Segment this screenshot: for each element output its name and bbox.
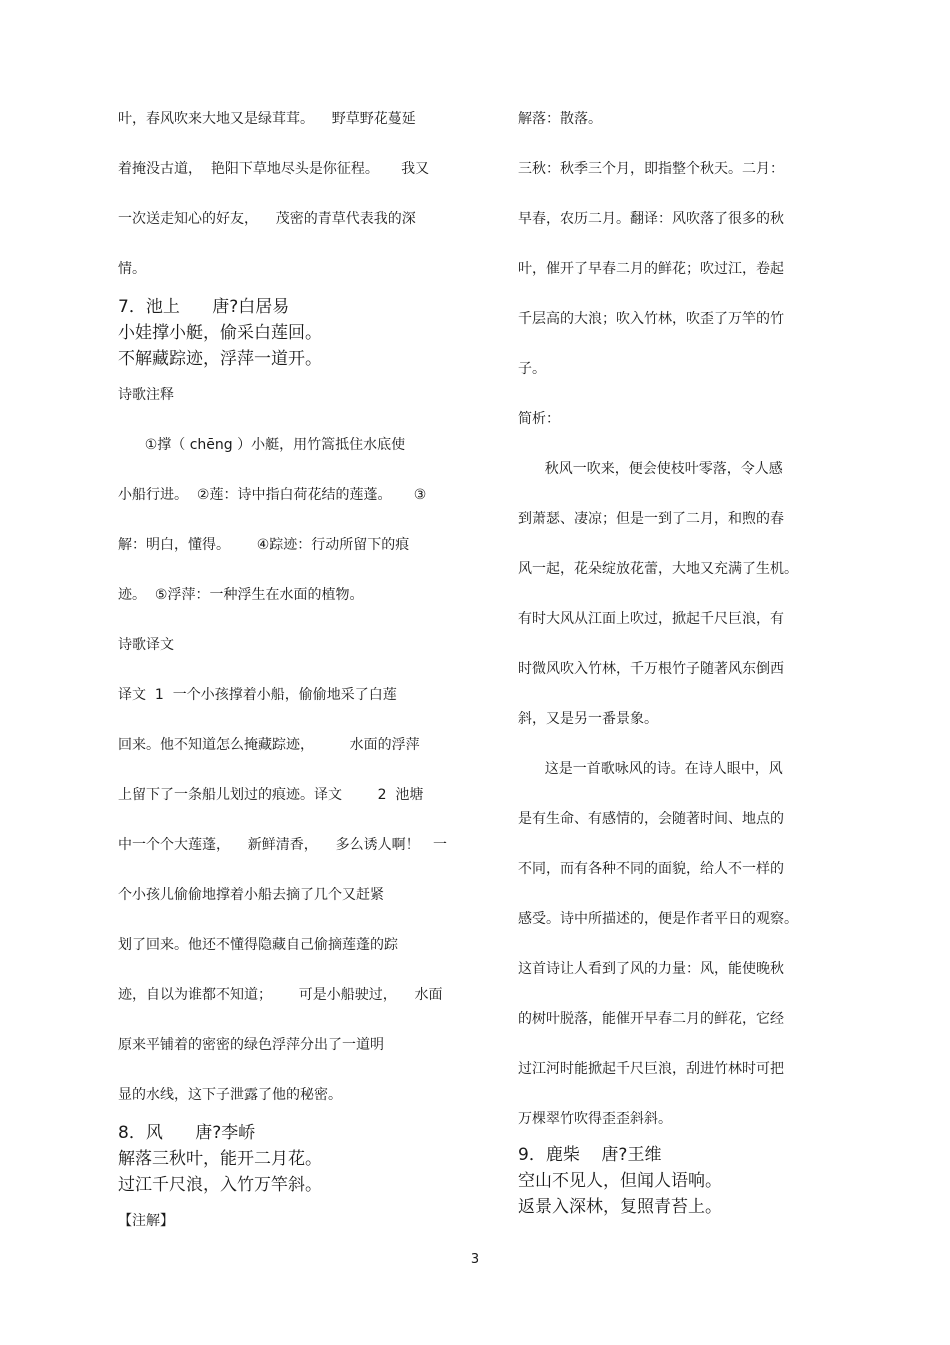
analysis-line: 万棵翠竹吹得歪歪斜斜。 — [518, 1111, 672, 1127]
translation-line: 迹，自以为谁都不知道； 可是小船驶过， 水面 — [118, 987, 443, 1003]
analysis-line: 斜，又是另一番景象。 — [518, 711, 658, 727]
intro-line: 一次送走知心的好友， 茂密的青草代表我的深 — [118, 211, 416, 227]
translation-line: 上留下了一条船儿划过的痕迹。译文 2 池塘 — [118, 787, 424, 803]
analysis-line: 有时大风从江面上吹过，掀起千尺巨浪，有 — [518, 611, 784, 627]
notes-line: ①撑（ chēng ）小艇，用竹篙抵住水底使 — [118, 437, 406, 453]
notes-heading: 诗歌注释 — [118, 387, 174, 403]
intro-line: 叶，春风吹来大地又是绿茸茸。 野草野花蔓延 — [118, 111, 416, 127]
notes-line: 叶，催开了早春二月的鲜花；吹过江，卷起 — [518, 261, 784, 277]
translation-line: 显的水线，这下子泄露了他的秘密。 — [118, 1087, 342, 1103]
analysis-line: 秋风一吹来，便会使枝叶零落，令人感 — [518, 461, 783, 477]
analysis-line: 时微风吹入竹林，千万根竹子随著风东倒西 — [518, 661, 784, 677]
intro-line: 着掩没古道， 艳阳下草地尽头是你征程。 我又 — [118, 161, 430, 177]
notes-line: 小船行进。 ②莲：诗中指白荷花结的莲蓬。 ③ — [118, 487, 427, 503]
poem-9-line: 空山不见人，但闻人语响。 — [518, 1171, 722, 1191]
notes-line: 解落：散落。 — [518, 111, 602, 127]
notes-line: 迹。 ⑤浮萍：一种浮生在水面的植物。 — [118, 587, 364, 603]
analysis-line: 过江河时能掀起千尺巨浪，刮进竹林时可把 — [518, 1061, 784, 1077]
intro-line: 情。 — [118, 261, 146, 277]
poem-7-line: 不解藏踪迹，浮萍一道开。 — [118, 349, 322, 369]
translation-heading: 诗歌译文 — [118, 637, 174, 653]
annotation-heading: 【注解】 — [118, 1213, 174, 1229]
poem-7-title: 7．池上 唐?白居易 — [118, 297, 290, 317]
analysis-line: 到萧瑟、凄凉；但是一到了二月，和煦的春 — [518, 511, 784, 527]
analysis-line: 风一起，花朵绽放花蕾，大地又充满了生机。 — [518, 561, 798, 577]
poem-8-title: 8．风 唐?李峤 — [118, 1123, 256, 1143]
translation-line: 译文 1 一个小孩撑着小船，偷偷地采了白莲 — [118, 687, 397, 703]
notes-line: 子。 — [518, 361, 546, 377]
translation-line: 中一个个大莲蓬， 新鲜清香， 多么诱人啊！ 一 — [118, 837, 447, 853]
poem-9-title: 9．鹿柴 唐?王维 — [518, 1145, 662, 1165]
analysis-heading: 简析： — [518, 411, 560, 427]
notes-line: 早春，农历二月。翻译：风吹落了很多的秋 — [518, 211, 784, 227]
poem-8-line: 过江千尺浪，入竹万竿斜。 — [118, 1175, 322, 1195]
translation-line: 个小孩儿偷偷地撑着小船去摘了几个又赶紧 — [118, 887, 384, 903]
poem-9-line: 返景入深林，复照青苔上。 — [518, 1197, 722, 1217]
analysis-line: 这是一首歌咏风的诗。在诗人眼中，风 — [518, 761, 783, 777]
notes-line: 解：明白，懂得。 ④踪迹：行动所留下的痕 — [118, 537, 410, 553]
translation-line: 回来。他不知道怎么掩藏踪迹， 水面的浮萍 — [118, 737, 420, 753]
notes-line: 三秋：秋季三个月，即指整个秋天。二月： — [518, 161, 784, 177]
notes-line: 千层高的大浪；吹入竹林，吹歪了万竿的竹 — [518, 311, 784, 327]
page-number: 3 — [470, 1252, 480, 1267]
analysis-line: 这首诗让人看到了风的力量：风，能使晚秋 — [518, 961, 784, 977]
poem-7-line: 小娃撑小艇，偷采白莲回。 — [118, 323, 322, 343]
analysis-line: 不同，而有各种不同的面貌，给人不一样的 — [518, 861, 784, 877]
analysis-line: 的树叶脱落，能催开早春二月的鲜花，它经 — [518, 1011, 784, 1027]
analysis-line: 是有生命、有感情的，会随著时间、地点的 — [518, 811, 784, 827]
analysis-line: 感受。诗中所描述的，便是作者平日的观察。 — [518, 911, 798, 927]
translation-line: 原来平铺着的密密的绿色浮萍分出了一道明 — [118, 1037, 384, 1053]
poem-8-line: 解落三秋叶，能开二月花。 — [118, 1149, 322, 1169]
translation-line: 划了回来。他还不懂得隐藏自己偷摘莲蓬的踪 — [118, 937, 398, 953]
